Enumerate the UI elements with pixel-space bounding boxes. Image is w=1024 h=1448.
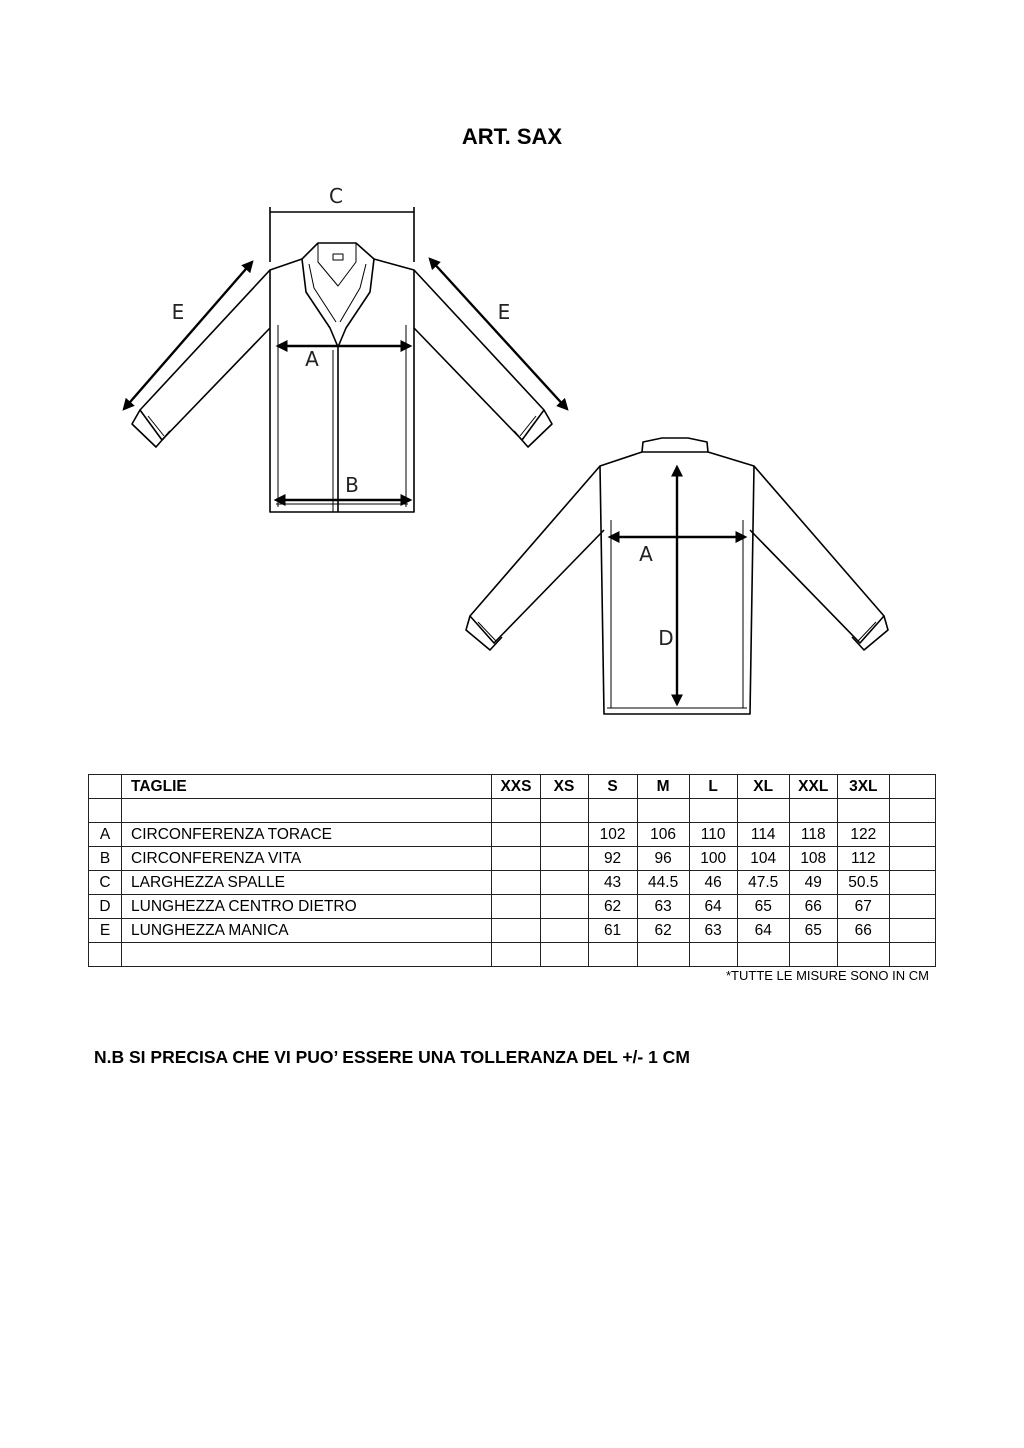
table-cell: 46 xyxy=(689,871,737,895)
table-cell: 49 xyxy=(789,871,837,895)
table-cell xyxy=(492,823,540,847)
label-c: C xyxy=(329,184,343,208)
header-cell: TAGLIE xyxy=(122,775,492,799)
table-cell: 66 xyxy=(789,895,837,919)
header-cell: XS xyxy=(540,775,588,799)
table-cell: 92 xyxy=(588,847,637,871)
table-cell xyxy=(540,847,588,871)
front-measurements xyxy=(124,207,567,500)
table-cell: 64 xyxy=(689,895,737,919)
table-cell: 118 xyxy=(789,823,837,847)
tolerance-note: N.B SI PRECISA CHE VI PUO’ ESSERE UNA TOLLERANZA DEL +/- 1 CM xyxy=(94,1047,690,1067)
table-cell xyxy=(492,799,540,823)
header-cell xyxy=(89,775,122,799)
table-cell xyxy=(540,871,588,895)
table-cell xyxy=(588,799,637,823)
table-cell xyxy=(492,871,540,895)
table-cell xyxy=(789,799,837,823)
table-cell xyxy=(889,895,935,919)
label-e-right: E xyxy=(497,300,511,324)
table-row xyxy=(89,847,936,871)
table-cell xyxy=(889,943,935,967)
table-cell xyxy=(689,799,737,823)
table-cell: 66 xyxy=(837,919,889,943)
header-cell: XL xyxy=(737,775,789,799)
table-cell: 65 xyxy=(737,895,789,919)
table-cell: B xyxy=(89,847,122,871)
table-cell xyxy=(889,871,935,895)
table-cell: LARGHEZZA SPALLE xyxy=(122,871,492,895)
table-cell xyxy=(889,823,935,847)
table-cell: D xyxy=(89,895,122,919)
table-cell: 65 xyxy=(789,919,837,943)
footnote: *TUTTE LE MISURE SONO IN CM xyxy=(726,968,929,983)
label-e-left: E xyxy=(171,300,185,324)
header-cell: 3XL xyxy=(837,775,889,799)
table-cell: 61 xyxy=(588,919,637,943)
table-cell xyxy=(492,943,540,967)
table-cell: 108 xyxy=(789,847,837,871)
table-cell xyxy=(637,943,689,967)
front-jacket-drawing xyxy=(132,243,552,512)
size-table xyxy=(88,774,936,967)
header-cell: XXL xyxy=(789,775,837,799)
table-cell: 102 xyxy=(588,823,637,847)
header-cell: S xyxy=(588,775,637,799)
table-cell xyxy=(540,943,588,967)
table-header-row xyxy=(89,775,936,799)
label-b: B xyxy=(345,473,359,497)
table-cell: 64 xyxy=(737,919,789,943)
table-row xyxy=(89,895,936,919)
table-cell: 114 xyxy=(737,823,789,847)
table-cell: 100 xyxy=(689,847,737,871)
table-cell xyxy=(492,895,540,919)
table-cell xyxy=(89,943,122,967)
table-row xyxy=(89,919,936,943)
table-cell: 62 xyxy=(637,919,689,943)
table-cell: 96 xyxy=(637,847,689,871)
table-cell xyxy=(837,799,889,823)
table-cell xyxy=(492,919,540,943)
table-row xyxy=(89,871,936,895)
table-cell xyxy=(737,943,789,967)
table-cell xyxy=(889,799,935,823)
table-cell: LUNGHEZZA CENTRO DIETRO xyxy=(122,895,492,919)
header-cell xyxy=(889,775,935,799)
header-cell: XXS xyxy=(492,775,540,799)
table-cell: CIRCONFERENZA TORACE xyxy=(122,823,492,847)
label-d: D xyxy=(658,626,674,650)
table-cell: 63 xyxy=(637,895,689,919)
header-cell: M xyxy=(637,775,689,799)
table-cell: E xyxy=(89,919,122,943)
table-cell: 47.5 xyxy=(737,871,789,895)
table-row xyxy=(89,823,936,847)
table-cell xyxy=(540,895,588,919)
table-cell xyxy=(540,799,588,823)
table-cell xyxy=(540,919,588,943)
label-a-front: A xyxy=(305,347,319,371)
table-cell xyxy=(89,799,122,823)
table-cell: 67 xyxy=(837,895,889,919)
header-cell: L xyxy=(689,775,737,799)
table-cell: 104 xyxy=(737,847,789,871)
table-cell: 44.5 xyxy=(637,871,689,895)
table-cell xyxy=(588,943,637,967)
table-row xyxy=(89,799,936,823)
table-cell xyxy=(789,943,837,967)
table-cell: 43 xyxy=(588,871,637,895)
table-cell xyxy=(637,799,689,823)
table-cell: CIRCONFERENZA VITA xyxy=(122,847,492,871)
table-cell xyxy=(737,799,789,823)
table-cell: 50.5 xyxy=(837,871,889,895)
table-cell xyxy=(540,823,588,847)
table-cell xyxy=(889,847,935,871)
table-row xyxy=(89,943,936,967)
table-cell xyxy=(492,847,540,871)
table-cell: 122 xyxy=(837,823,889,847)
table-cell: 62 xyxy=(588,895,637,919)
table-cell: 63 xyxy=(689,919,737,943)
document-title: ART. SAX xyxy=(461,124,563,149)
table-cell xyxy=(122,799,492,823)
table-cell xyxy=(837,943,889,967)
table-cell: A xyxy=(89,823,122,847)
table-cell xyxy=(122,943,492,967)
table-cell: LUNGHEZZA MANICA xyxy=(122,919,492,943)
table-cell: 112 xyxy=(837,847,889,871)
table-cell: C xyxy=(89,871,122,895)
table-cell: 106 xyxy=(637,823,689,847)
label-a-back: A xyxy=(639,542,653,566)
table-cell xyxy=(889,919,935,943)
table-cell xyxy=(689,943,737,967)
table-cell: 110 xyxy=(689,823,737,847)
back-measurements xyxy=(610,467,745,704)
